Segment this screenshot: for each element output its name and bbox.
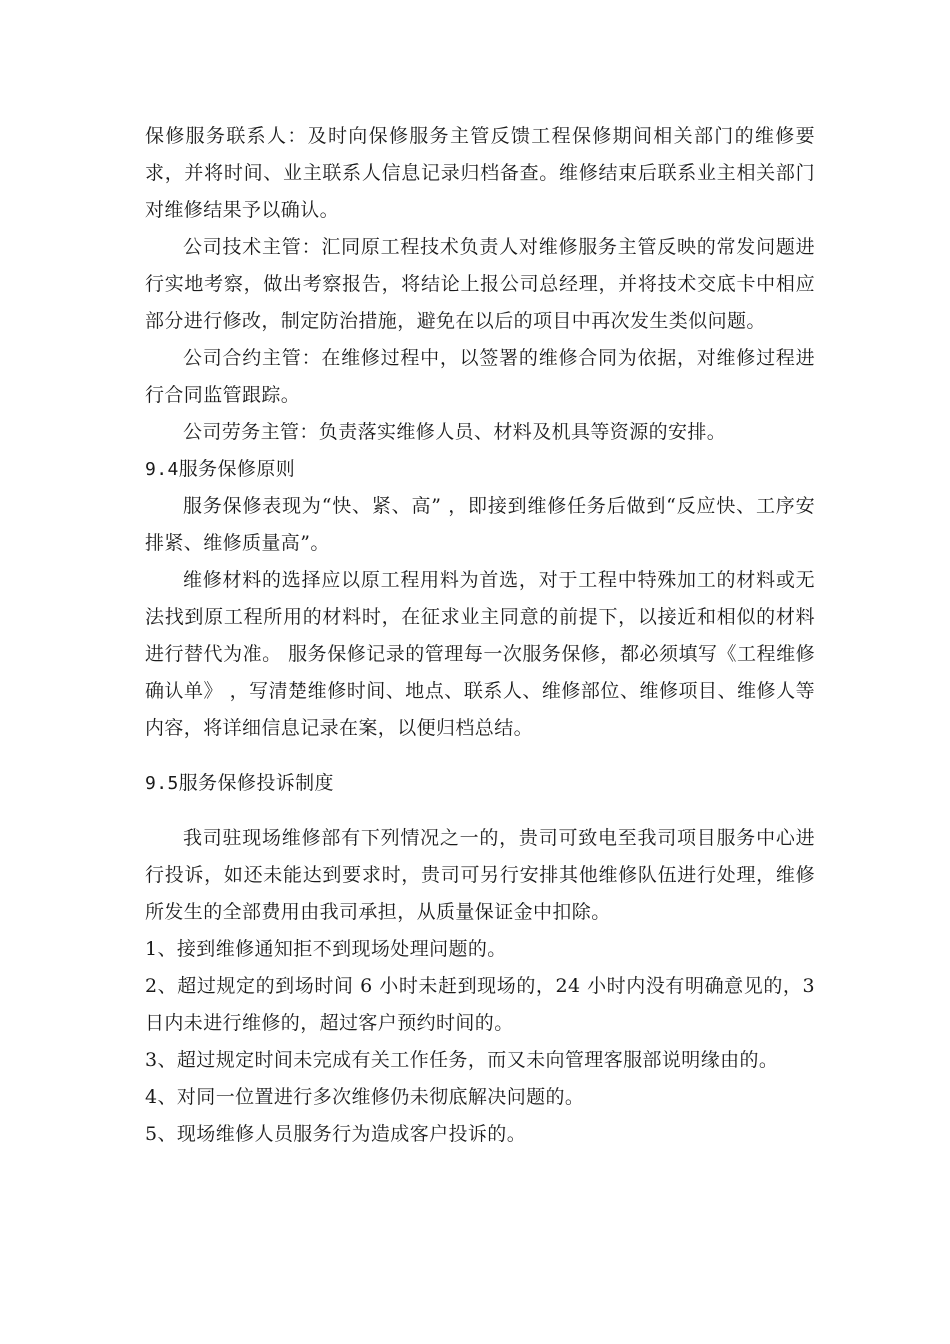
list-item-2: 2、超过规定的到场时间 6 小时未赶到现场的，24 小时内没有明确意见的，3日内未进行维修的，超过客户预约时间的。 [145,975,815,1034]
paragraph-labor-supervisor: 公司劳务主管：负责落实维修人员、材料及机具等资源的安排。 [183,421,727,443]
paragraph-technical-supervisor: 公司技术主管：汇同原工程技术负责人对维修服务主管反映的常发问题进行实地考察，做出考察报告，将结论上报公司总经理，并将技术交底卡中相应部分进行修改，制定防治措施，避免在以后的项目中再次发生类似问题。 [145,236,815,332]
list-item-3: 3、超过规定时间未完成有关工作任务，而又未向管理客服部说明缘由的。 [145,1049,779,1071]
list-item-1: 1、接到维修通知拒不到现场处理问题的。 [145,938,507,960]
list-item-4: 4、对同一位置进行多次维修仍未彻底解决问题的。 [145,1086,585,1108]
paragraph-service-principle: 服务保修表现为“快、紧、高” ，即接到维修任务后做到“反应快、工序安排紧、维修质量高”。 [145,495,815,554]
paragraph-warranty-contact: 保修服务联系人：及时向保修服务主管反馈工程保修期间相关部门的维修要求，并将时间、业主联系人信息记录归档备查。维修结束后联系业主相关部门对维修结果予以确认。 [145,125,815,221]
paragraph-complaint-policy: 我司驻现场维修部有下列情况之一的，贵司可致电至我司项目服务中心进行投诉，如还未能达到要求时，贵司可另行安排其他维修队伍进行处理，维修所发生的全部费用由我司承担，从质量保证金中扣除。 [145,827,815,923]
list-item-5: 5、现场维修人员服务行为造成客户投诉的。 [145,1123,527,1145]
section-number: 9.5 [145,773,179,794]
section-heading-9-4 [145,451,815,488]
paragraph-contract-supervisor: 公司合约主管：在维修过程中，以签署的维修合同为依据，对维修过程进行合同监管跟踪。 [145,347,815,406]
section-title: 服务保修投诉制度 [178,772,334,794]
section-number: 9.4 [145,459,179,480]
section-title: 服务保修原则 [178,458,296,480]
document-body [145,118,815,1153]
paragraph-materials-and-records: 维修材料的选择应以原工程用料为首选，对于工程中特殊加工的材料或无法找到原工程所用的材料时，在征求业主同意的前提下，以接近和相似的材料进行替代为准。 服务保修记录的管理每一次服务保修，都必须填写《工程维修确认单》 ，写清楚维修时间、地点、联系人、维修部位、维修项目、维修人等内容，将详细信息记录在案，以便归档总结。 [145,569,815,739]
section-heading-9-5 [145,765,815,802]
